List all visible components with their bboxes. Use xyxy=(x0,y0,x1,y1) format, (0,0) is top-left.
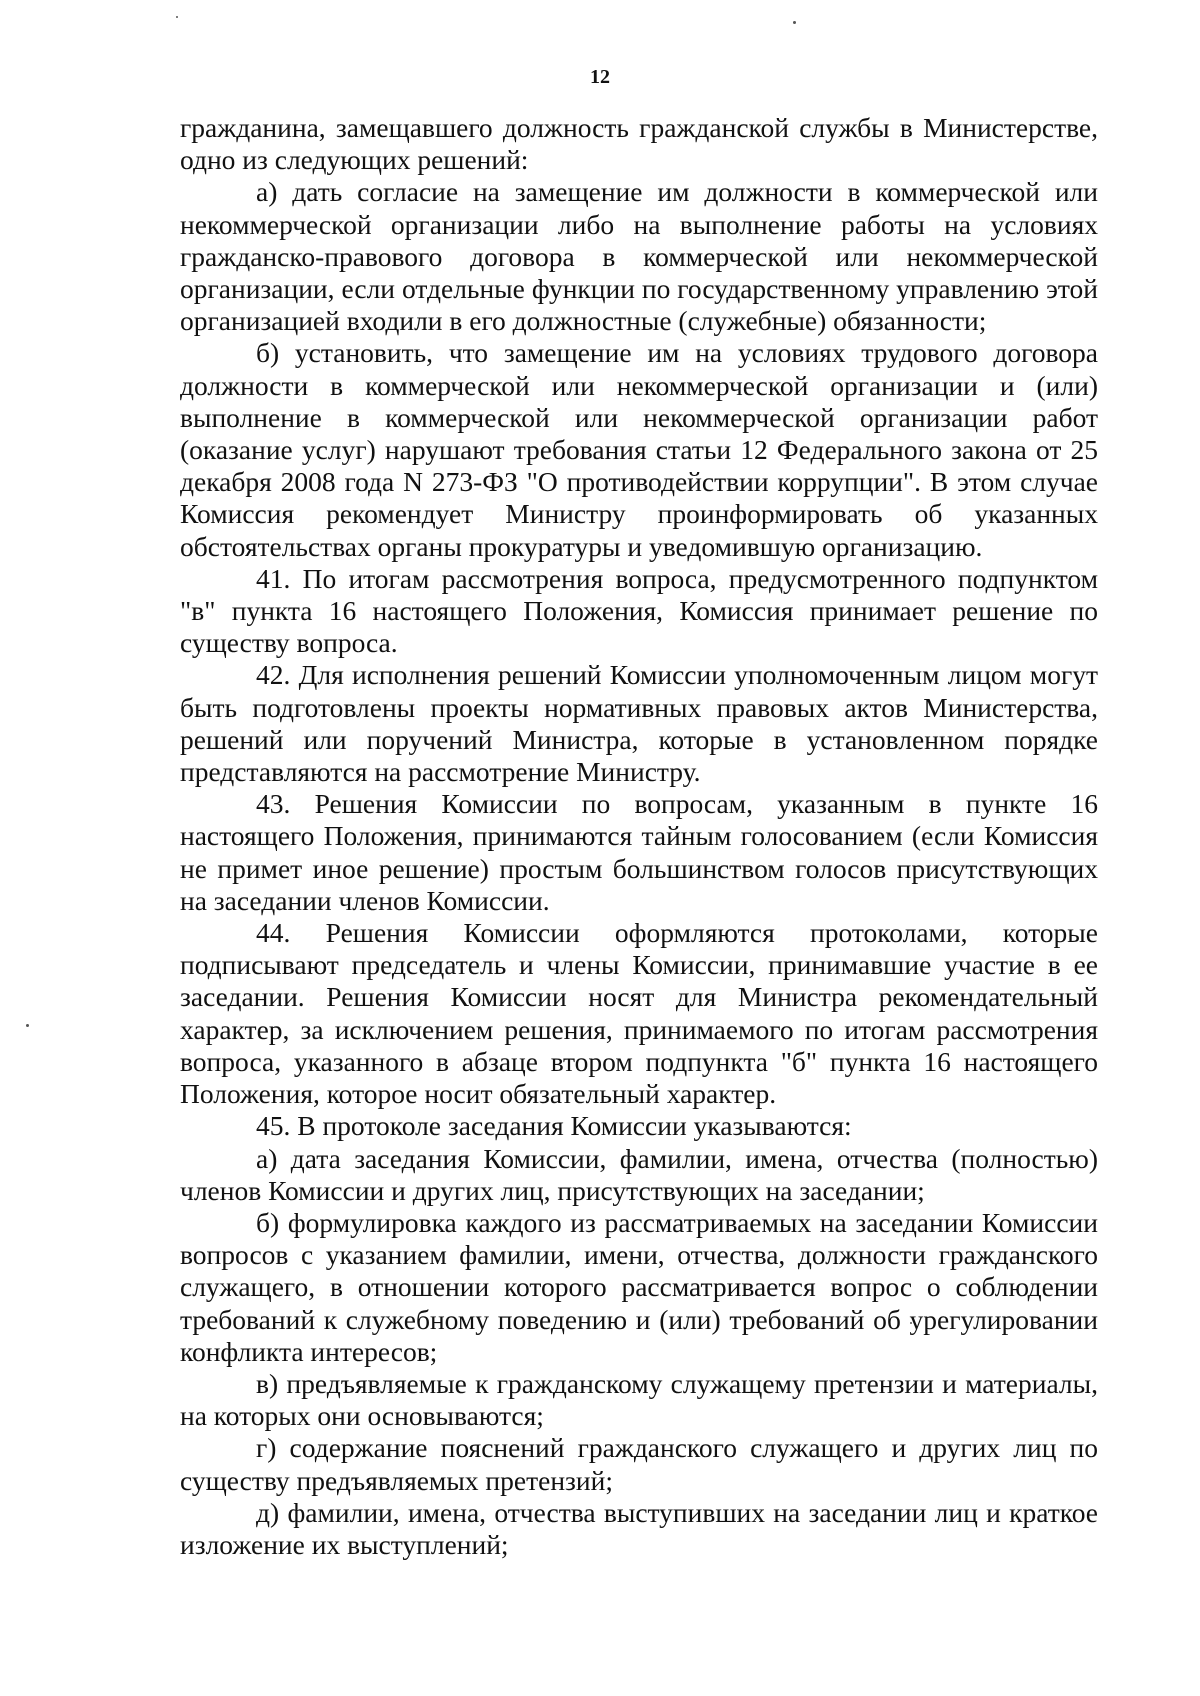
paragraph-44: 44. Решения Комиссии оформляются протоколами, которые подписывают председатель и члены Комиссии, принимавшие участие в ее заседании. Решения Комиссии носят для Министра рекомендательный характер, за исключением решения, принимаемого по итогам рассмотрения вопроса, указанного в абзаце втором подпункта "б" пункта 16 настоящего Положения, которое носит обязательный характер. xyxy=(180,917,1098,1110)
paragraph-45-item-a: а) дата заседания Комиссии, фамилии, имена, отчества (полностью) членов Комиссии и других лиц, присутствующих на заседании; xyxy=(180,1142,1098,1206)
paragraph-42: 42. Для исполнения решений Комиссии уполномоченным лицом могут быть подготовлены проекты нормативных правовых актов Министерства, решений или поручений Министра, которые в установленном порядке представляются на рассмотрение Министру. xyxy=(180,659,1098,788)
paragraph-43: 43. Решения Комиссии по вопросам, указанным в пункте 16 настоящего Положения, принимаются тайным голосованием (если Комиссия не примет иное решение) простым большинством голосов присутствующих на заседании членов Комиссии. xyxy=(180,788,1098,916)
paragraph-45: 45. В протоколе заседания Комиссии указываются: xyxy=(256,1110,852,1142)
scan-speck xyxy=(176,16,178,18)
document-body xyxy=(180,112,1098,1561)
scan-speck xyxy=(26,1024,29,1027)
paragraph-45-item-d: д) фамилии, имена, отчества выступивших на заседании лиц и краткое изложение их выступлений; xyxy=(180,1496,1098,1560)
paragraph-45-item-v: в) предъявляемые к гражданскому служащему претензии и материалы, на которых они основываются; xyxy=(180,1367,1098,1432)
paragraph-45-item-b: б) формулировка каждого из рассматриваемых на заседании Комиссии вопросов с указанием фамилии, имени, отчества, должности гражданского служащего, в отношении которого рассматривается вопрос о соблюдении требований к служебному поведению и (или) требований об урегулировании конфликта интересов; xyxy=(180,1206,1098,1367)
paragraph-item-b: б) установить, что замещение им на условиях трудового договора должности в коммерческой или некоммерческой организации и (или) выполнение в коммерческой или некоммерческой организации работ (оказание услуг) нарушают требования статьи 12 Федерального закона от 25 декабря 2008 года N 273-ФЗ "О противодействии коррупции". В этом случае Комиссия рекомендует Министру проинформировать об указанных обстоятельствах органы прокуратуры и уведомившую организацию. xyxy=(180,337,1098,562)
paragraph-item-a: а) дать согласие на замещение им должности в коммерческой или некоммерческой организации либо на выполнение работы на условиях гражданско-правового договора в коммерческой или некоммерческой организации, если отдельные функции по государственному управлению этой организацией входили в его должностные (служебные) обязанности; xyxy=(180,176,1098,337)
scan-speck xyxy=(793,21,796,24)
paragraph-41: 41. По итогам рассмотрения вопроса, предусмотренного подпунктом "в" пункта 16 настоящего Положения, Комиссия принимает решение по существу вопроса. xyxy=(180,562,1098,659)
paragraph-continuation: гражданина, замещавшего должность гражданской службы в Министерстве, одно из следующих решений: xyxy=(180,112,1098,176)
page-number: 12 xyxy=(590,66,610,88)
paragraph-45-item-g: г) содержание пояснений гражданского служащего и других лиц по существу предъявляемых претензий; xyxy=(180,1432,1098,1496)
